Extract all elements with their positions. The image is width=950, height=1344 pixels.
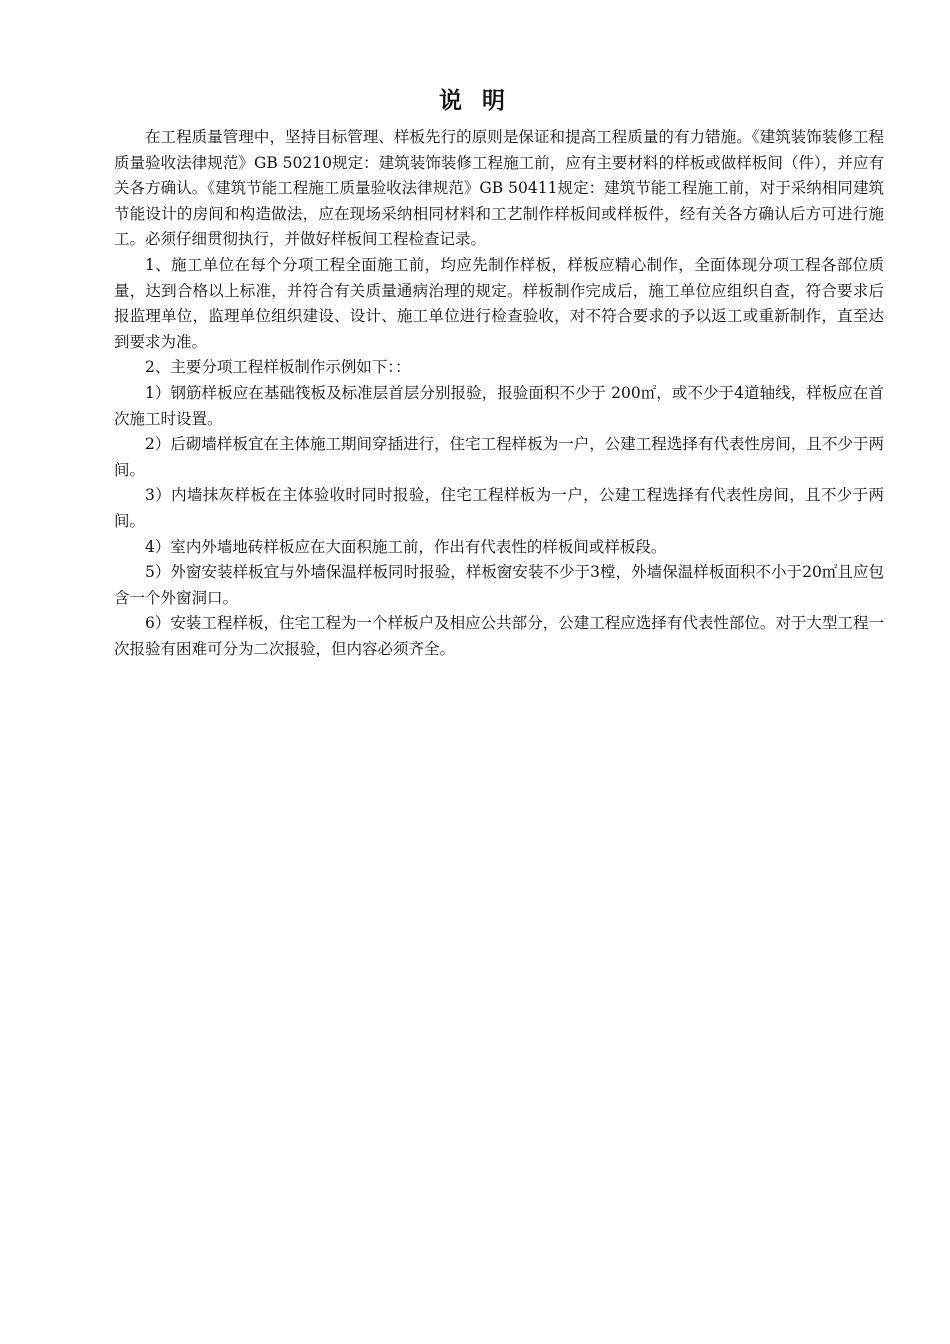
document-title: 说 明: [438, 88, 511, 114]
subitem-5-paragraph: 5）外窗安装样板宜与外墙保温样板同时报验，样板窗安装不少于3樘，外墙保温样板面积不小于20㎡且应包含一个外窗洞口。: [114, 563, 884, 607]
subitem-3-paragraph: 3）内墙抹灰样板在主体验收时同时报验，住宅工程样板为一户，公建工程选择有代表性房间，且不少于两间。: [114, 486, 884, 530]
document-body: [114, 125, 884, 662]
intro-paragraph: 在工程质量管理中，坚持目标管理、样板先行的原则是保证和提高工程质量的有力错施。《建筑装饰装修工程质量验收法律规范》GB 50210规定：建筑装饰装修工程施工前，应有主要材料的样板或做样板间（件），并应有关各方确认。《建筑节能工程施工质量验收法律规范》GB 50411规定：建筑节能工程施工前，对于采纳相同建筑节能设计的房间和构造做法，应在现场采纳相同材料和工艺制作样板间或样板件，经有关各方确认后方可进行施工。必须仔细贯彻执行，并做好样板间工程检查记录。: [114, 128, 884, 249]
subitem-6-paragraph: 6）安装工程样板，住宅工程为一个样板户及相应公共部分，公建工程应选择有代表性部位。对于大型工程一次报验有困难可分为二次报验，但内容必须齐全。: [114, 614, 884, 658]
subitem-4-paragraph: 4）室内外墙地砖样板应在大面积施工前，作出有代表性的样板间或样板段。: [145, 537, 667, 556]
item-2-heading: 2、主要分项工程样板制作示例如下：：: [145, 358, 411, 377]
subitem-2-paragraph: 2）后砌墙样板宜在主体施工期间穿插进行，住宅工程样板为一户，公建工程选择有代表性房间，且不少于两间。: [114, 435, 884, 479]
subitem-1-paragraph: 1）钢筋样板应在基础筏板及标准层首层分别报验，报验面积不少于 200㎡，或不少于4道轴线，样板应在首次施工时设置。: [114, 383, 884, 428]
item-1-paragraph: 1、施工单位在每个分项工程全面施工前，均应先制作样板，样板应精心制作，全面体现分项工程各部位质量，达到合格以上标准，并符合有关质量通病治理的规定。样板制作完成后，施工单位应组织自查，符合要求后报监理单位，监理单位组织建设、设计、施工单位进行检查验收，对不符合要求的予以返工或重新制作，直至达到要求为准。: [114, 255, 884, 351]
